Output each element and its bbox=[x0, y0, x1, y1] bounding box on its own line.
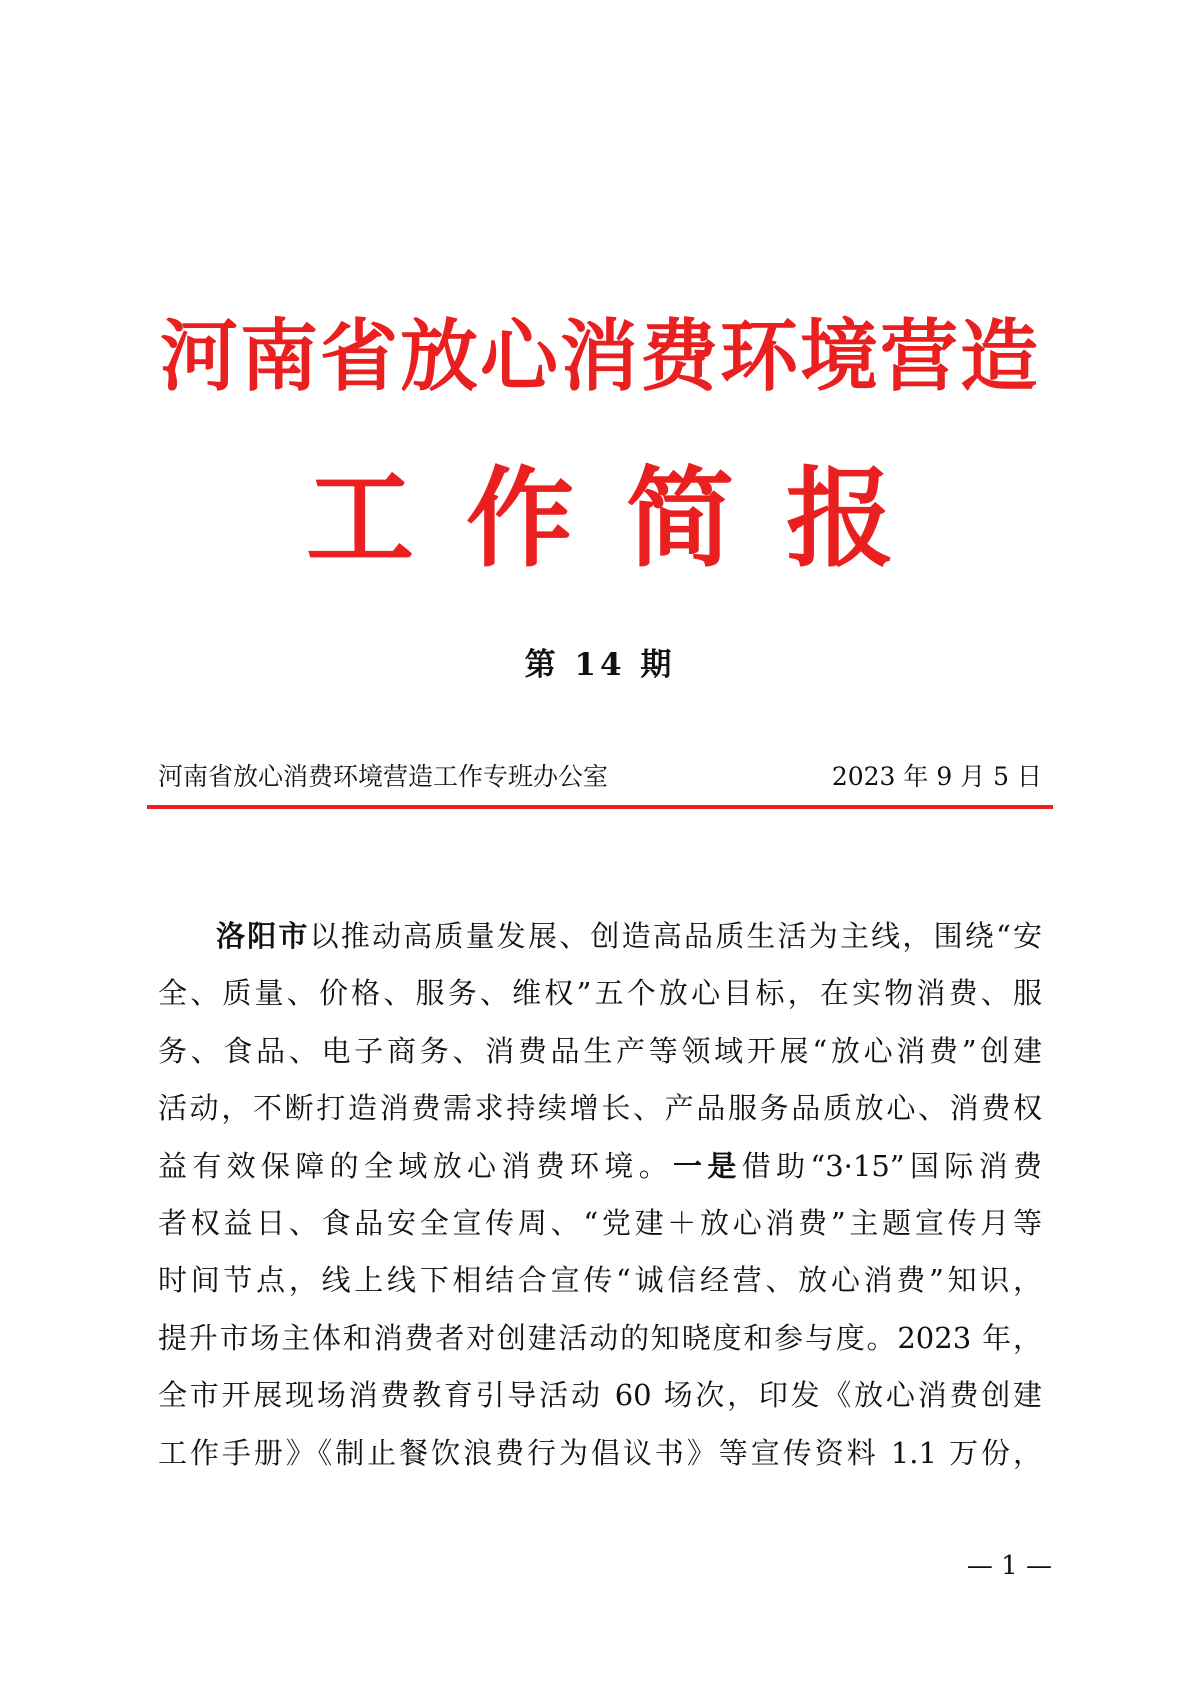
issuer-date-line bbox=[158, 757, 1042, 797]
body-line: 时间节点，线上线下相结合宣传“诚信经营、放心消费”知识， bbox=[158, 1263, 1042, 1298]
red-divider-rule bbox=[147, 805, 1053, 809]
issuer-name: 河南省放心消费环境营造工作专班办公室 bbox=[158, 762, 609, 791]
body-paragraph bbox=[158, 908, 1042, 1482]
body-lead-bold: 一是 bbox=[673, 1148, 742, 1183]
body-lead-bold: 洛阳市 bbox=[216, 919, 310, 953]
body-line-text: 借助“3·15”国际消费 bbox=[741, 1148, 1042, 1183]
body-line: 者权益日、食品安全宣传周、“党建＋放心消费”主题宣传月等 bbox=[158, 1205, 1042, 1240]
body-line: 提升市场主体和消费者对创建活动的知晓度和参与度。2023 年， bbox=[158, 1320, 1042, 1355]
masthead-subtitle: 工作简报 bbox=[305, 456, 946, 582]
body-line-text: 以推动高质量发展、创造高品质生活为主线，围绕“安 bbox=[309, 919, 1042, 953]
page-number: — 1 — bbox=[966, 1551, 1052, 1581]
body-line: 全、质量、价格、服务、维权”五个放心目标，在实物消费、服 bbox=[158, 976, 1042, 1011]
body-line bbox=[158, 908, 1042, 965]
issue-date: 2023 年 9 月 5 日 bbox=[831, 762, 1042, 791]
body-line: 工作手册》《制止餐饮浪费行为倡议书》等宣传资料 1.1 万份， bbox=[158, 1435, 1042, 1470]
body-line-text: 益有效保障的全域放心消费环境。 bbox=[158, 1148, 674, 1183]
body-line: 全市开展现场消费教育引导活动 60 场次，印发《放心消费创建 bbox=[158, 1378, 1042, 1413]
masthead-title: 河南省放心消费环境营造 bbox=[159, 311, 1040, 402]
body-line bbox=[158, 1138, 1042, 1195]
body-line: 活动，不断打造消费需求持续增长、产品服务品质放心、消费权 bbox=[158, 1091, 1042, 1126]
issue-number: 第 14 期 bbox=[524, 647, 676, 683]
body-line: 务、食品、电子商务、消费品生产等领域开展“放心消费”创建 bbox=[158, 1033, 1042, 1068]
